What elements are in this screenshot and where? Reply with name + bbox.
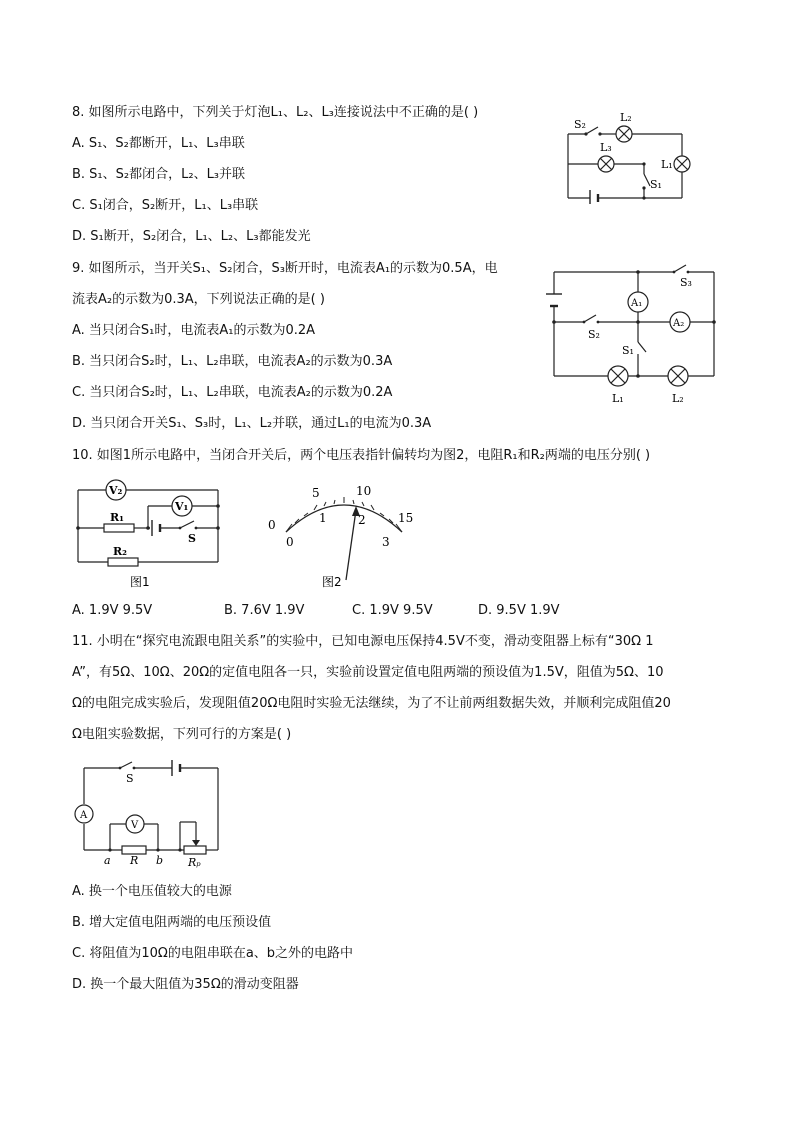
q9-label-s2: S₂ [588,328,600,341]
q11-option-a: A. 换一个电压值较大的电源 [72,884,232,899]
q8-label-s1: S₁ [650,178,662,191]
q10-dial-inner-tick-2: 2 [358,513,366,527]
q9-label-s3: S₃ [680,276,692,289]
q9-option-c: C. 当只闭合S₂时，L₁、L₂串联，电流表A₂的示数为0.2A [72,385,393,400]
q8-label-l1: L₁ [661,158,673,171]
q10-figure2-meter-dial [262,480,422,592]
q9-label-a1: A₁ [631,298,643,309]
q10-figure1-circuit [72,476,232,592]
q8-label-l3: L₃ [600,141,612,154]
q11-stem-line1: 11. 小明在“探究电流跟电阻关系”的实验中，已知电源电压保持4.5V不变，滑动变阻器上标有“30Ω 1 [72,634,654,649]
q8-option-c: C. S₁闭合，S₂断开，L₁、L₃串联 [72,198,259,213]
q11-label-s: S [126,772,134,785]
q11-option-c: C. 将阻值为10Ω的电阻串联在a、b之外的电路中 [72,946,354,961]
q9-label-s1: S₁ [622,344,634,357]
q11-label-r: R [130,854,139,867]
q10-figure2-caption: 图2 [322,575,342,589]
q10-dial-outer-tick-15: 15 [398,511,414,525]
q11-stem-line2: A”，有5Ω、10Ω、20Ω的定值电阻各一只，实验前设置定值电阻两端的预设值为1.5V，阻值为5Ω、10 [72,665,664,680]
q8-label-l2: L₂ [620,111,632,124]
q11-circuit-diagram [72,760,228,870]
q8-option-b: B. S₁、S₂都闭合，L₂、L₃并联 [72,167,246,182]
q9-label-l2: L₂ [672,392,684,405]
q10-dial-outer-tick-10: 10 [356,484,372,498]
q9-label-l1: L₁ [612,392,624,405]
q11-option-d: D. 换一个最大阻值为35Ω的滑动变阻器 [72,977,299,992]
q11-label-point-a: a [104,854,111,867]
q11-stem-line4: Ω电阻实验数据，下列可行的方案是( ) [72,727,292,742]
q10-figure1-caption: 图1 [130,575,150,589]
q10-dial-inner-tick-1: 1 [319,511,327,525]
q9-circuit-diagram [540,262,726,408]
q10-dial-outer-tick-5: 5 [312,486,320,500]
q9-option-a: A. 当只闭合S₁时，电流表A₁的示数为0.2A [72,323,316,338]
q8-circuit-diagram [560,108,700,204]
q9-label-a2: A₂ [673,318,685,329]
q8-option-a: A. S₁、S₂都断开，L₁、L₃串联 [72,136,245,151]
q11-label-ammeter: A [80,810,88,821]
q11-stem-line3: Ω的电阻完成实验后，发现阻值20Ω电阻时实验无法继续，为了不让前两组数据失效，并顺利完成阻值20 [72,696,671,711]
q10-option-a: A. 1.9V 9.5V [72,603,153,618]
q9-option-d: D. 当只闭合开关S₁、S₃时，L₁、L₂并联，通过L₁的电流为0.3A [72,416,432,431]
q10-dial-outer-tick-0: 0 [268,518,276,532]
q10-stem: 10. 如图1所示电路中，当闭合开关后，两个电压表指针偏转均为图2，电阻R₁和R₂两端的电压分别( ) [72,448,651,463]
q8-label-s2: S₂ [574,118,586,131]
q10-label-r1: R₁ [110,511,124,524]
q9-option-b: B. 当只闭合S₂时，L₁、L₂串联，电流表A₂的示数为0.3A [72,354,393,369]
q10-label-s: S [188,532,196,545]
q11-label-rp: Rₚ [188,856,201,869]
q10-label-v2: V₂ [109,484,123,497]
q10-label-r2: R₂ [113,545,127,558]
q8-option-d: D. S₁断开，S₂闭合，L₁、L₂、L₃都能发光 [72,229,311,244]
q10-option-b: B. 7.6V 1.9V [224,603,305,618]
q10-option-d: D. 9.5V 1.9V [478,603,560,618]
q9-stem-line1: 9. 如图所示，当开关S₁、S₂闭合，S₃断开时，电流表A₁的示数为0.5A，电 [72,261,498,276]
q10-label-v1: V₁ [175,500,189,513]
q9-stem-line2: 流表A₂的示数为0.3A，下列说法正确的是( ) [72,292,325,307]
q11-option-b: B. 增大定值电阻两端的电压预设值 [72,915,272,930]
q10-dial-inner-tick-0: 0 [286,535,294,549]
q11-label-point-b: b [156,854,164,867]
q8-stem: 8. 如图所示电路中，下列关于灯泡L₁、L₂、L₃连接说法中不正确的是( ) [72,105,479,120]
q10-dial-inner-tick-3: 3 [382,535,390,549]
q10-option-c: C. 1.9V 9.5V [352,603,433,618]
q11-label-voltmeter: V [131,820,139,831]
